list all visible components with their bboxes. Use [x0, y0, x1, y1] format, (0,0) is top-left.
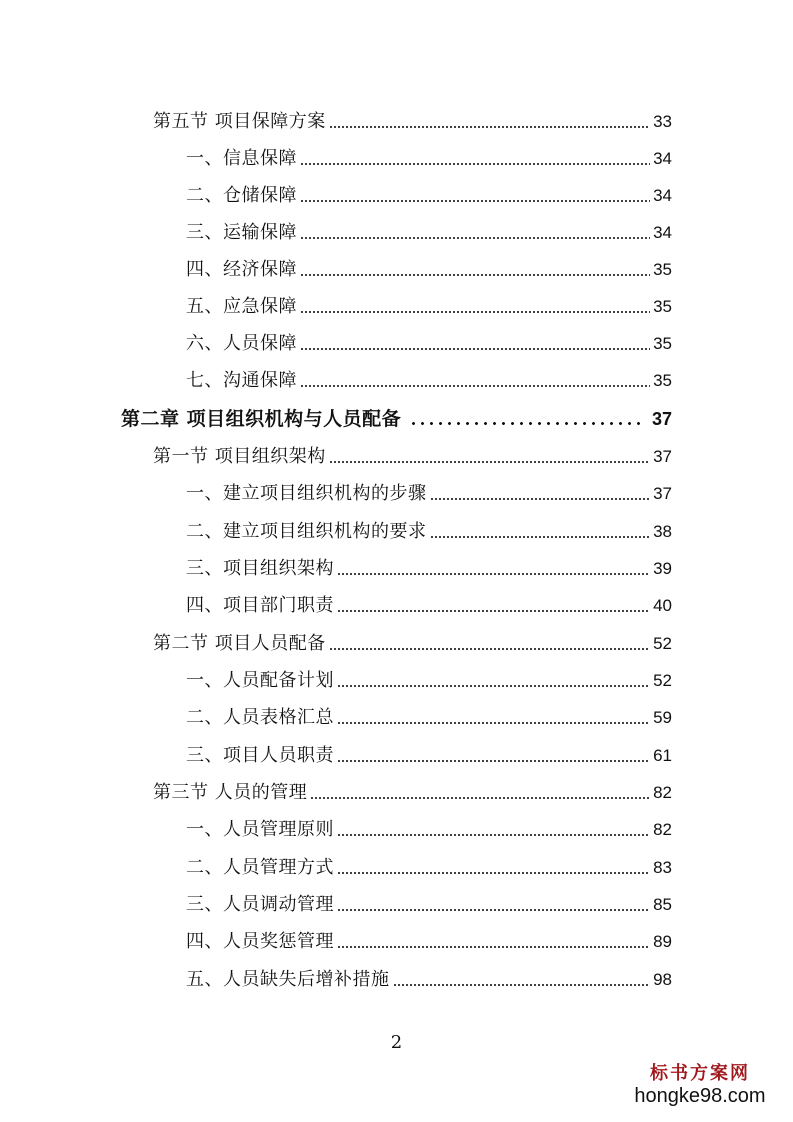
toc-entry[interactable]	[186, 514, 672, 544]
toc-entry-page: 35	[653, 260, 672, 279]
toc-entry[interactable]	[186, 551, 672, 581]
toc-entry-label: 五、人员缺失后增补措施	[186, 969, 390, 990]
toc-entry-label: 二、仓储保障	[186, 185, 297, 206]
toc-entry-page: 37	[651, 409, 672, 429]
dot-leader	[337, 909, 650, 911]
toc-entry-page: 34	[653, 149, 672, 168]
dot-leader	[430, 536, 651, 538]
dot-leader	[329, 648, 650, 650]
toc-entry[interactable]	[153, 775, 672, 805]
dot-leader	[393, 984, 651, 986]
toc-entry[interactable]	[186, 924, 672, 954]
toc-entry[interactable]	[186, 887, 672, 917]
toc-entry[interactable]	[186, 289, 672, 319]
toc-entry-label: 一、建立项目组织机构的步骤	[186, 483, 427, 504]
dot-leader	[337, 760, 650, 762]
toc-entry-page: 40	[653, 596, 672, 615]
toc-entry-label: 第五节 项目保障方案	[153, 111, 326, 132]
dot-leader	[300, 311, 650, 313]
dot-leader	[337, 685, 650, 687]
dot-leader	[300, 237, 650, 239]
dot-leader	[310, 797, 650, 799]
toc-entry-label: 第二节 项目人员配备	[153, 633, 326, 654]
toc-entry-page: 35	[653, 297, 672, 316]
toc-entry-label: 五、应急保障	[186, 296, 297, 317]
toc-entry-page: 52	[653, 634, 672, 653]
toc-entry[interactable]	[186, 812, 672, 842]
toc-entry[interactable]	[186, 363, 672, 393]
toc-entry-page: 33	[653, 112, 672, 131]
toc-entry-label: 三、运输保障	[186, 222, 297, 243]
watermark-logo	[625, 1064, 775, 1108]
toc-entry-label: 三、人员调动管理	[186, 894, 334, 915]
toc-entry-label: 二、人员管理方式	[186, 857, 334, 878]
toc-entry-label: 一、信息保障	[186, 148, 297, 169]
toc-entry-page: 37	[653, 484, 672, 503]
dot-leader	[329, 126, 650, 128]
dot-leader	[337, 610, 650, 612]
toc-chapter-entry[interactable]	[121, 401, 672, 431]
toc-entry[interactable]	[186, 962, 672, 992]
dot-leader	[337, 834, 650, 836]
dot-leader	[337, 872, 650, 874]
watermark-url: hongke98.com	[634, 1085, 766, 1107]
dot-leader	[430, 498, 651, 500]
toc-entry-label: 三、项目人员职责	[186, 745, 334, 766]
toc-entry-page: 35	[653, 371, 672, 390]
toc-entry[interactable]	[153, 626, 672, 656]
toc-entry-page: 34	[653, 223, 672, 242]
toc-entry-label: 第一节 项目组织架构	[153, 446, 326, 467]
toc-entry-page: 61	[653, 746, 672, 765]
toc-entry-label: 四、项目部门职责	[186, 595, 334, 616]
dot-leader	[300, 200, 650, 202]
toc-entry-page: 35	[653, 334, 672, 353]
toc-entry[interactable]	[186, 663, 672, 693]
toc-entry-label: 一、人员管理原则	[186, 819, 334, 840]
dot-leader	[337, 722, 650, 724]
toc-entry-page: 98	[653, 970, 672, 989]
dot-leader	[337, 946, 650, 948]
dot-leader	[300, 348, 650, 350]
toc-entry-label: 第三节 人员的管理	[153, 782, 308, 803]
toc-entry[interactable]	[186, 850, 672, 880]
dot-leader	[337, 573, 650, 575]
toc-entry-page: 82	[653, 783, 672, 802]
toc-entry-label: 第二章 项目组织机构与人员配备	[121, 408, 402, 430]
toc-entry-label: 二、建立项目组织机构的要求	[186, 521, 427, 542]
toc-entry-label: 四、人员奖惩管理	[186, 931, 334, 952]
dot-leader	[300, 163, 650, 165]
toc-entry-label: 二、人员表格汇总	[186, 707, 334, 728]
dot-leader	[300, 385, 650, 387]
dot-leader	[329, 461, 650, 463]
toc-entry-page: 52	[653, 671, 672, 690]
toc-entry[interactable]	[186, 588, 672, 618]
toc-entry[interactable]	[186, 141, 672, 171]
toc-entry-page: 38	[653, 522, 672, 541]
page-number: 2	[390, 1032, 403, 1053]
dot-leader	[300, 274, 650, 276]
toc-entry-page: 59	[653, 708, 672, 727]
toc-entry-label: 六、人员保障	[186, 333, 297, 354]
toc-entry[interactable]	[186, 738, 672, 768]
watermark-title: 标书方案网	[650, 1063, 750, 1084]
dot-leader	[409, 422, 642, 425]
toc-entry[interactable]	[186, 252, 672, 282]
toc-entry[interactable]	[153, 104, 672, 134]
toc-entry-page: 37	[653, 447, 672, 466]
toc-entry-page: 89	[653, 932, 672, 951]
toc-entry[interactable]	[186, 178, 672, 208]
toc-entry-label: 三、项目组织架构	[186, 558, 334, 579]
toc-entry[interactable]	[186, 215, 672, 245]
toc-entry-page: 39	[653, 559, 672, 578]
toc-entry-label: 一、人员配备计划	[186, 670, 334, 691]
toc-entry[interactable]	[186, 326, 672, 356]
toc-entry-label: 七、沟通保障	[186, 370, 297, 391]
toc-entry[interactable]	[153, 439, 672, 469]
toc-entry-label: 四、经济保障	[186, 259, 297, 280]
toc-entry-page: 85	[653, 895, 672, 914]
toc-entry[interactable]	[186, 476, 672, 506]
toc-entry[interactable]	[186, 700, 672, 730]
toc-entry-page: 82	[653, 820, 672, 839]
toc-entry-page: 83	[653, 858, 672, 877]
toc-entry-page: 34	[653, 186, 672, 205]
